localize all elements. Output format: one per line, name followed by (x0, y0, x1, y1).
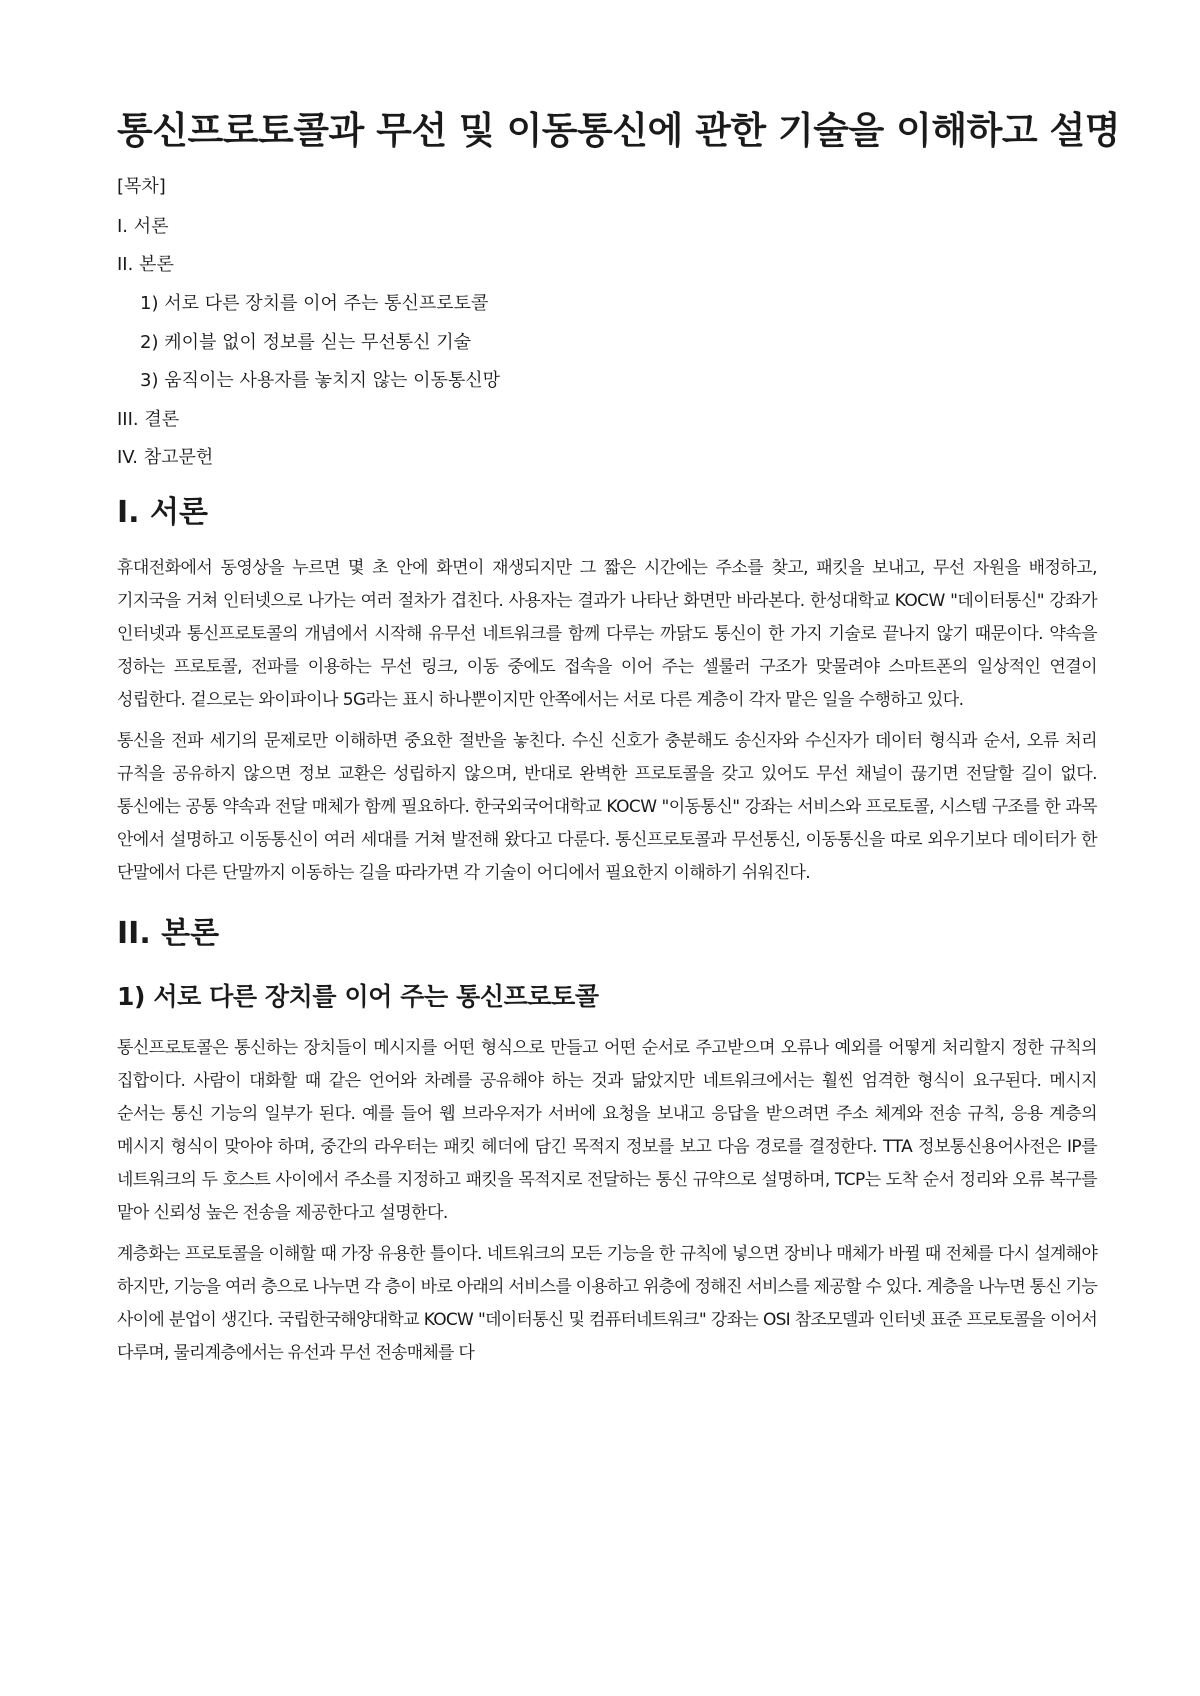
subsection-heading-protocol: 1) 서로 다른 장치를 이어 주는 통신프로토콜 (117, 982, 599, 1011)
intro-paragraph-1: 휴대전화에서 동영상을 누르면 몇 초 안에 화면이 재생되지만 그 짧은 시간에는 주소를 찾고, 패킷을 보내고, 무선 자원을 배정하고, 기지국을 거쳐 인터넷으로 나가는 여러 절차가 겹친다. 사용자는 결과가 나타난 화면만 바라본다. 한성대학교 KOCW "데이터통신" 강좌가 인터넷과 통신프로토콜의 개념에서 시작해 유무선 네트워크를 함께 다루는 까닭도 통신이 한 가지 기술로 끝나지 않기 때문이다. 약속을 정하는 프로토콜, 전파를 이용하는 무선 링크, 이동 중에도 접속을 이어 주는 셀룰러 구조가 맞물려야 스마트폰의 일상적인 연결이 성립한다. 겉으로는 와이파이나 5G라는 표시 하나뿐이지만 안쪽에서는 서로 다른 계층이 각자 맡은 일을 수행하고 있다. (117, 558, 1097, 710)
intro-paragraph-2: 통신을 전파 세기의 문제로만 이해하면 중요한 절반을 놓친다. 수신 신호가 충분해도 송신자와 수신자가 데이터 형식과 순서, 오류 처리 규칙을 공유하지 않으면 정보 교환은 성립하지 않으며, 반대로 완벽한 프로토콜을 갖고 있어도 무선 채널이 끊기면 전달할 길이 없다. 통신에는 공통 약속과 전달 매체가 함께 필요하다. 한국외국어대학교 KOCW "이동통신" 강좌는 서비스와 프로토콜, 시스템 구조를 한 과목 안에서 설명하고 이동통신이 여러 세대를 거쳐 발전해 왔다고 다룬다. 통신프로토콜과 무선통신, 이동통신을 따로 외우기보다 데이터가 한 단말에서 다른 단말까지 이동하는 길을 따라가면 각 기술이 어디에서 필요한지 이해하기 쉬워진다. (117, 731, 1097, 883)
toc-item-conclusion: III. 결론 (117, 408, 180, 430)
section-heading-body: II. 본론 (117, 916, 220, 951)
toc-item-body: II. 본론 (117, 254, 174, 276)
table-of-contents (117, 176, 1097, 469)
protocol-paragraph-1: 통신프로토콜은 통신하는 장치들이 메시지를 어떤 형식으로 만들고 어떤 순서로 주고받으며 오류나 예외를 어떻게 처리할지 정한 규칙의 집합이다. 사람이 대화할 때 같은 언어와 차례를 공유해야 하는 것과 닮았지만 네트워크에서는 훨씬 엄격한 형식이 요구된다. 메시지 순서는 통신 기능의 일부가 된다. 예를 들어 웹 브라우저가 서버에 요청을 보내고 응답을 받으려면 주소 체계와 전송 규칙, 응용 계층의 메시지 형식이 맞아야 하며, 중간의 라우터는 패킷 헤더에 담긴 목적지 정보를 보고 다음 경로를 결정한다. TTA 정보통신용어사전은 IP를 네트워크의 두 호스트 사이에서 주소를 지정하고 패킷을 목적지로 전달하는 통신 규약으로 설명하며, TCP는 도착 순서 정리와 오류 복구를 맡아 신뢰성 높은 전송을 제공한다고 설명한다. (117, 1038, 1097, 1223)
document-title: 통신프로토콜과 무선 및 이동통신에 관한 기술을 이해하고 설명 (117, 109, 1120, 152)
toc-heading: [목차] (117, 176, 166, 198)
document-page (117, 108, 1120, 1378)
toc-item-intro: I. 서론 (117, 215, 169, 237)
toc-item-wireless: 2) 케이블 없이 정보를 싣는 무선통신 기술 (140, 331, 472, 353)
section-intro (117, 495, 1097, 890)
section-body (117, 916, 1097, 1370)
protocol-paragraph-2: 계층화는 프로토콜을 이해할 때 가장 유용한 틀이다. 네트워크의 모든 기능을 한 규칙에 넣으면 장비나 매체가 바뀔 때 전체를 다시 설계해야 하지만, 기능을 여러 층으로 나누면 각 층이 바로 아래의 서비스를 이용하고 위층에 정해진 서비스를 제공할 수 있다. 계층을 나누면 통신 기능 사이에 분업이 생긴다. 국립한국해양대학교 KOCW "데이터통신 및 컴퓨터네트워크" 강좌는 OSI 참조모델과 인터넷 표준 프로토콜을 이어서 다루며, 물리계층에서는 유선과 무선 전송매체를 다 (117, 1244, 1098, 1363)
toc-item-references: IV. 참고문헌 (117, 447, 214, 469)
toc-list (117, 216, 1097, 469)
toc-item-protocol: 1) 서로 다른 장치를 이어 주는 통신프로토콜 (140, 293, 489, 315)
section-heading-intro: I. 서론 (117, 495, 208, 530)
toc-item-mobile: 3) 움직이는 사용자를 놓치지 않는 이동통신망 (140, 370, 501, 392)
